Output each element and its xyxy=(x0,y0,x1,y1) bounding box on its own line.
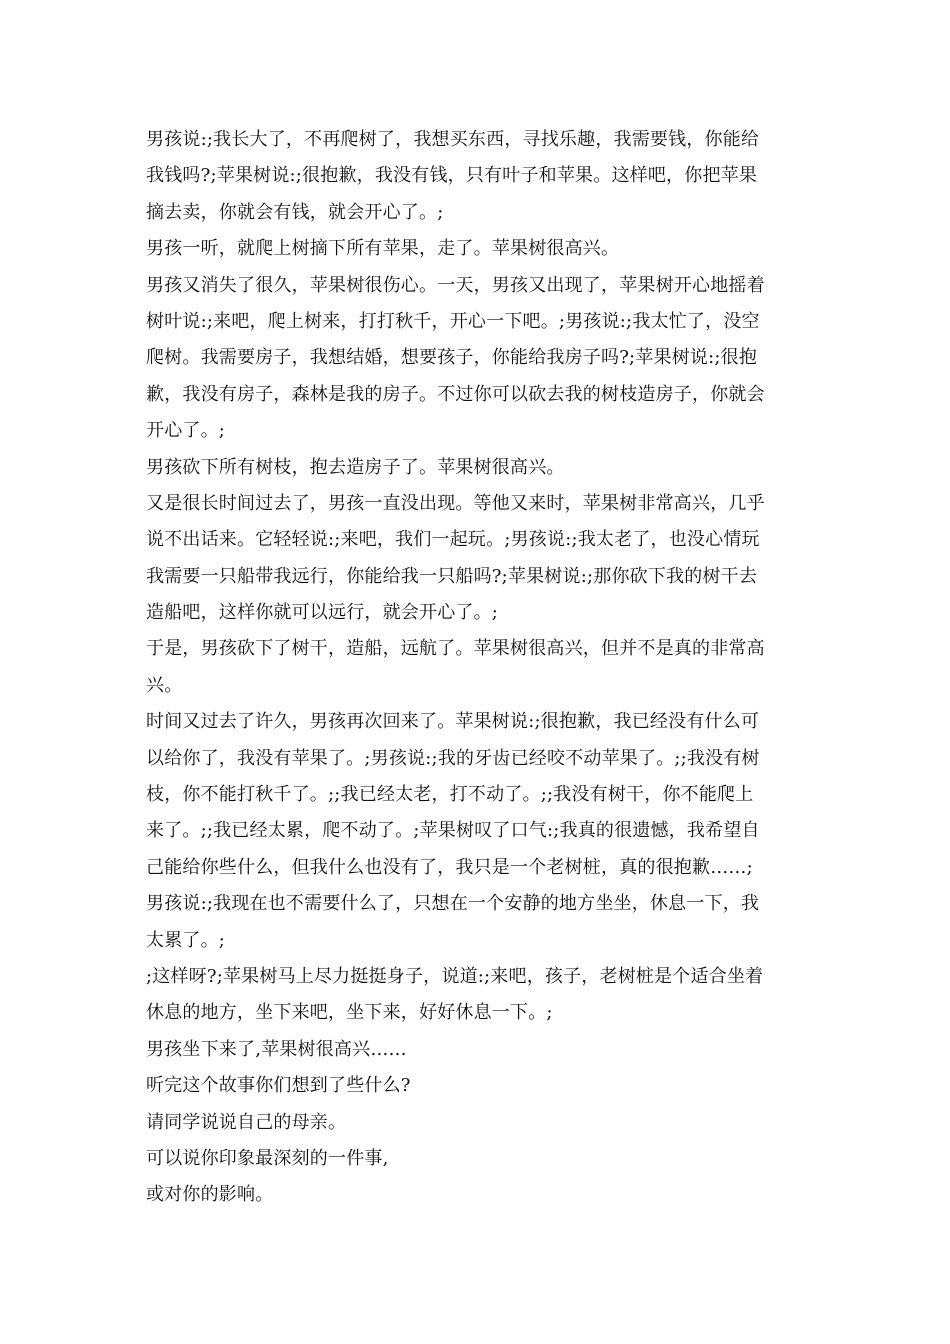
text-line: 时间又过去了许久，男孩再次回来了。苹果树说:;很抱歉，我已经没有什么可 xyxy=(146,711,760,733)
text-line: 太累了。; xyxy=(146,929,226,951)
text-line: 说不出话来。它轻轻说:;来吧，我们一起玩。;男孩说:;我太老了，也没心情玩 xyxy=(146,529,760,551)
text-line: 我需要一只船带我远行，你能给我一只船吗?;苹果树说:;那你砍下我的树干去 xyxy=(146,565,758,587)
text-line: 休息的地方，坐下来吧，坐下来，好好休息一下。; xyxy=(146,1002,553,1024)
text-line: 兴。 xyxy=(146,674,183,696)
text-line: 歉，我没有房子，森林是我的房子。不过你可以砍去我的树枝造房子，你就会 xyxy=(146,383,765,405)
text-line: 男孩坐下来了,苹果树很高兴…… xyxy=(146,1038,407,1060)
text-line: ;这样呀?;苹果树马上尽力挺挺身子，说道:;来吧，孩子，老树桩是个适合坐着 xyxy=(146,965,764,987)
text-line: 开心了。; xyxy=(146,420,226,442)
text-line: 听完这个故事你们想到了些什么? xyxy=(146,1075,411,1097)
text-line: 己能给你些什么，但我什么也没有了，我只是一个老树桩，真的很抱歉……; xyxy=(146,856,753,878)
text-line: 造船吧，这样你就可以远行，就会开心了。; xyxy=(146,602,499,624)
text-line: 枝，你不能打秋千了。;;我已经太老，打不动了。;;我没有树干，你不能爬上 xyxy=(146,784,754,806)
text-line: 爬树。我需要房子，我想结婚，想要孩子，你能给我房子吗?;苹果树说:;很抱 xyxy=(146,347,758,369)
text-line: 男孩说:;我现在也不需要什么了，只想在一个安静的地方坐坐，休息一下，我 xyxy=(146,893,760,915)
text-line: 男孩砍下所有树枝，抱去造房子了。苹果树很高兴。 xyxy=(146,456,565,478)
text-line: 男孩一听，就爬上树摘下所有苹果，走了。苹果树很高兴。 xyxy=(146,238,620,260)
text-line: 请同学说说自己的母亲。 xyxy=(146,1111,347,1133)
document-body xyxy=(146,122,812,1214)
text-line: 男孩又消失了很久，苹果树很伤心。一天，男孩又出现了，苹果树开心地摇着 xyxy=(146,274,765,296)
text-line: 树叶说:;来吧，爬上树来，打打秋千，开心一下吧。;男孩说:;我太忙了，没空 xyxy=(146,310,760,332)
text-line: 又是很长时间过去了，男孩一直没出现。等他又来时，苹果树非常高兴，几乎 xyxy=(146,492,765,514)
text-line: 摘去卖，你就会有钱，就会开心了。; xyxy=(146,201,444,223)
text-line: 我钱吗?;苹果树说:;很抱歉，我没有钱，只有叶子和苹果。这样吧，你把苹果 xyxy=(146,165,758,187)
text-line: 来了。;;我已经太累，爬不动了。;苹果树叹了口气:;我真的很遗憾，我希望自 xyxy=(146,820,760,842)
text-line: 以给你了，我没有苹果了。;男孩说:;我的牙齿已经咬不动苹果了。;;我没有树 xyxy=(146,747,760,769)
text-line: 或对你的影响。 xyxy=(146,1184,274,1206)
text-line: 可以说你印象最深刻的一件事, xyxy=(146,1147,389,1169)
text-line: 于是，男孩砍下了树干，造船，远航了。苹果树很高兴，但并不是真的非常高 xyxy=(146,638,765,660)
text-line: 男孩说:;我长大了，不再爬树了，我想买东西，寻找乐趣，我需要钱，你能给 xyxy=(146,129,760,150)
